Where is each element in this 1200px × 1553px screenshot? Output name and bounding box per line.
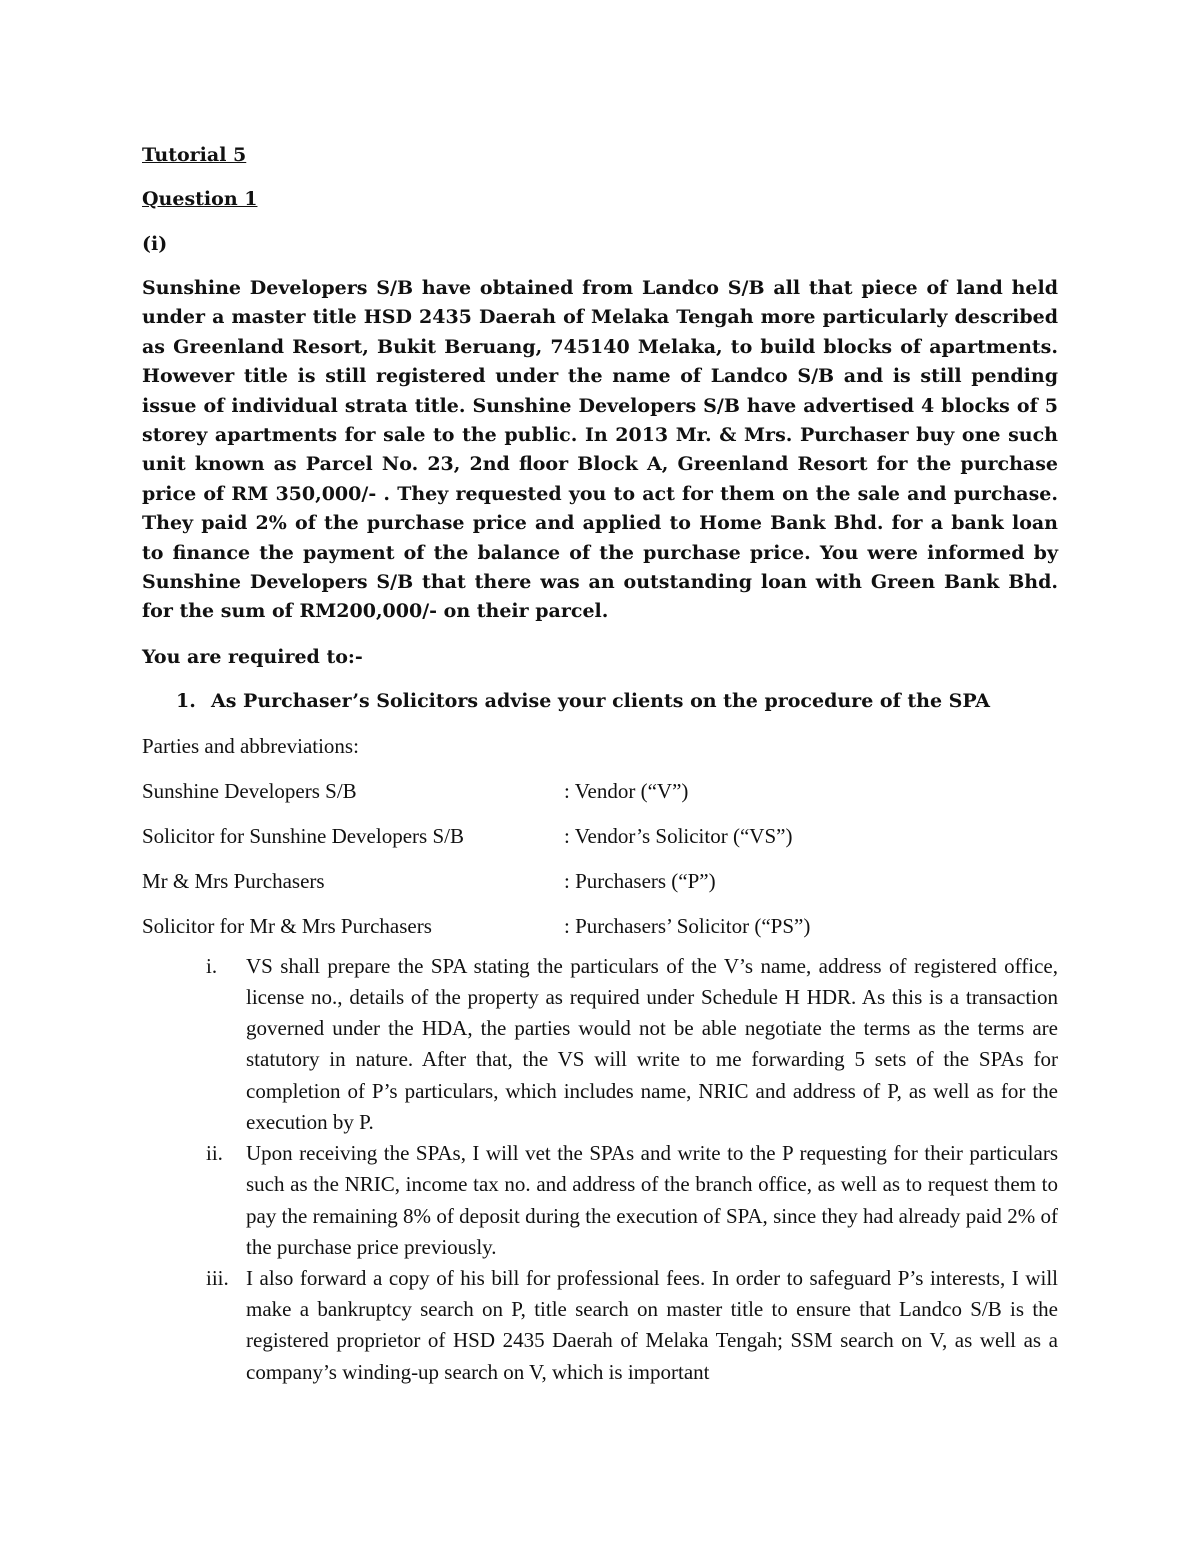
procedure-step [142, 1138, 1058, 1263]
procedure-step [142, 1263, 1058, 1388]
step-text: VS shall prepare the SPA stating the particulars of the V’s name, address of registered office, license no., details of the property as required under Schedule H HDR. As this is a transaction governed under the HDA, the parties would not be able negotiate the terms as the terms are statutory in nature. After that, the VS will write to me forwarding 5 sets of the SPAs for completion of P’s particulars, which includes name, NRIC and address of P, as well as for the execution by P. [246, 953, 1058, 1134]
step-marker: ii. [206, 1141, 223, 1166]
party-abbreviation: : Purchasers (“P”) [564, 868, 716, 893]
required-label: You are required to:- [142, 645, 363, 668]
party-name: Mr & Mrs Purchasers [142, 868, 325, 893]
party-row [142, 911, 1058, 941]
tutorial-title: Tutorial 5 [142, 144, 247, 166]
step-text: Upon receiving the SPAs, I will vet the SPAs and write to the P requesting for their particulars such as the NRIC, income tax no. and address of the branch office, as well as to request them to pay the remaining 8% of deposit during the execution of SPA, since they had already paid 2% of the purchase price previously. [246, 1141, 1058, 1259]
task-item [142, 686, 1058, 716]
question-title: Question 1 [142, 188, 258, 210]
step-marker: iii. [206, 1265, 229, 1290]
parties-title: Parties and abbreviations: [142, 733, 359, 758]
step-marker-box [142, 951, 246, 1138]
party-name: Sunshine Developers S/B [142, 778, 357, 803]
party-abbreviation: : Vendor (“V”) [564, 778, 689, 803]
party-row [142, 866, 1058, 896]
party-abbreviation: : Purchasers’ Solicitor (“PS”) [564, 913, 811, 938]
task-text: As Purchaser’s Solicitors advise your clients on the procedure of the SPA [211, 689, 991, 712]
step-marker-box [142, 1263, 246, 1388]
party-row [142, 821, 1058, 851]
scenario-paragraph: Sunshine Developers S/B have obtained from Landco S/B all that piece of land held under a master title HSD 2435 Daerah of Melaka Tengah more particularly described as Greenland Resort, Bukit Beruang, 745140 Melaka, to build blocks of apartments. However title is still registered under the name of Landco S/B and is still pending issue of individual strata title. Sunshine Developers S/B have advertised 4 blocks of 5 storey apartments for sale to the public. In 2013 Mr. & Mrs. Purchaser buy one such unit known as Parcel No. 23, 2nd floor Block A, Greenland Resort for the purchase price of RM 350,000/- . They requested you to act for them on the sale and purchase. They paid 2% of the purchase price and applied to Home Bank Bhd. for a bank loan to finance the payment of the balance of the purchase price. You were informed by Sunshine Developers S/B that there was an outstanding loan with Green Bank Bhd. for the sum of RM200,000/- on their parcel. [142, 277, 1058, 623]
step-text: I also forward a copy of his bill for professional fees. In order to safeguard P’s interests, I will make a bankruptcy search on P, title search on master title to ensure that Landco S/B is the registered proprietor of HSD 2435 Daerah of Melaka Tengah; SSM search on V, as well as a company’s winding-up search on V, which is important [246, 1265, 1058, 1384]
part-label: (i) [142, 233, 168, 255]
document-body [142, 140, 1058, 1388]
procedure-steps-list [142, 951, 1058, 1388]
party-name: Solicitor for Mr & Mrs Purchasers [142, 913, 432, 938]
party-abbreviation: : Vendor’s Solicitor (“VS”) [564, 823, 793, 848]
step-marker: i. [206, 953, 218, 978]
procedure-step [142, 951, 1058, 1138]
party-name: Solicitor for Sunshine Developers S/B [142, 823, 464, 848]
task-number: 1. [176, 689, 196, 712]
step-marker-box [142, 1138, 246, 1263]
party-row [142, 776, 1058, 806]
